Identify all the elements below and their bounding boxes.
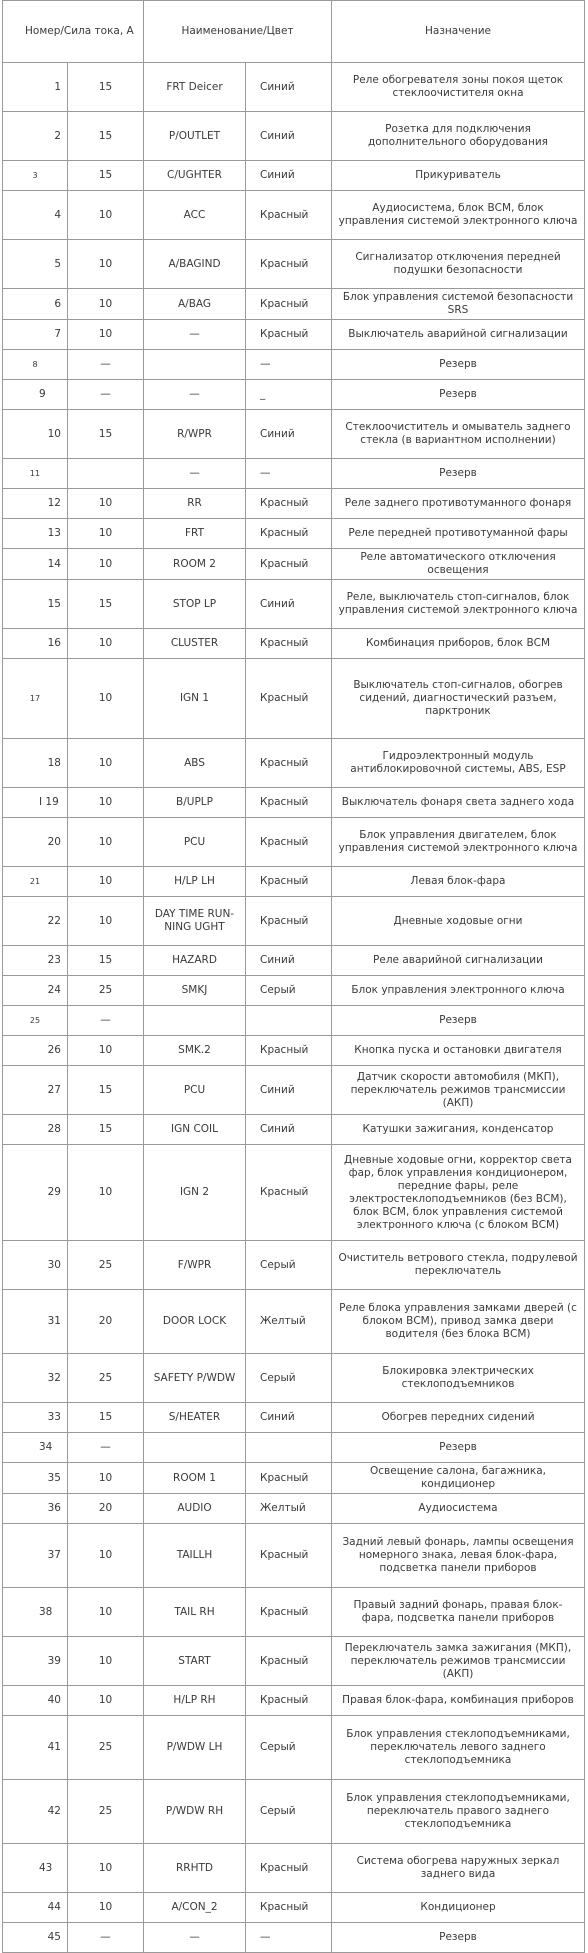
- fuse-name: STOP LP: [144, 580, 246, 629]
- table-row: [3, 739, 585, 788]
- fuse-color: Красный: [246, 240, 332, 289]
- fuse-purpose: Блок управления системой безопасности SRS: [332, 289, 585, 320]
- fuse-amperage: —: [68, 1433, 144, 1463]
- fuse-number: 9: [3, 380, 68, 410]
- fuse-amperage: 10: [68, 788, 144, 818]
- fuse-purpose: Блок управления стеклоподъемниками, переключатель правого заднего стеклоподъемника: [332, 1780, 585, 1844]
- fuse-amperage: 10: [68, 818, 144, 867]
- fuse-color: Желтый: [246, 1494, 332, 1524]
- fuse-color: Серый: [246, 976, 332, 1006]
- table-row: [3, 659, 585, 739]
- fuse-purpose: Переключатель замка зажигания (МКП), переключатель режимов трансмиссии (АКП): [332, 1637, 585, 1686]
- fuse-color: Красный: [246, 629, 332, 659]
- fuse-name: A/BAG: [144, 289, 246, 320]
- header-name-color: Наименование/Цвет: [144, 1, 332, 63]
- fuse-number: 12: [3, 489, 68, 519]
- table-row: [3, 1241, 585, 1290]
- fuse-purpose: Стеклоочиститель и омыватель заднего стекла (в вариантном исполнении): [332, 410, 585, 459]
- fuse-color: —: [246, 350, 332, 380]
- fuse-number: 33: [3, 1403, 68, 1433]
- fuse-purpose: Резерв: [332, 1923, 585, 1953]
- fuse-number: 11: [3, 459, 68, 489]
- fuse-number: 18: [3, 739, 68, 788]
- fuse-color: Красный: [246, 1637, 332, 1686]
- fuse-number: 13: [3, 519, 68, 549]
- table-row: [3, 1115, 585, 1145]
- table-row: [3, 191, 585, 240]
- fuse-number: 8: [3, 350, 68, 380]
- fuse-amperage: 15: [68, 1066, 144, 1115]
- fuse-name: P/WDW LH: [144, 1716, 246, 1780]
- table-row: [3, 1716, 585, 1780]
- fuse-number: 21: [3, 867, 68, 897]
- fuse-name: [144, 1006, 246, 1036]
- header-num-amp: Номер/Сила тока, А: [3, 1, 144, 63]
- fuse-color: Красный: [246, 1686, 332, 1716]
- table-row: [3, 1844, 585, 1893]
- fuse-number: 30: [3, 1241, 68, 1290]
- table-row: [3, 350, 585, 380]
- fuse-name: R/WPR: [144, 410, 246, 459]
- table-row: [3, 1066, 585, 1115]
- fuse-purpose: Выключатель аварийной сигнализации: [332, 320, 585, 350]
- fuse-purpose: Реле, выключатель стоп-сигналов, блок управления системой электронного ключа: [332, 580, 585, 629]
- table-row: [3, 380, 585, 410]
- fuse-color: Красный: [246, 289, 332, 320]
- fuse-purpose: Розетка для подключения дополнительного оборудования: [332, 112, 585, 161]
- table-row: [3, 549, 585, 580]
- fuse-amperage: 20: [68, 1494, 144, 1524]
- fuse-name: CLUSTER: [144, 629, 246, 659]
- fuse-purpose: Система обогрева наружных зеркал заднего вида: [332, 1844, 585, 1893]
- fuse-number: 37: [3, 1524, 68, 1588]
- fuse-name: A/CON_2: [144, 1893, 246, 1923]
- table-row: [3, 580, 585, 629]
- fuse-number: 27: [3, 1066, 68, 1115]
- fuse-number: 1: [3, 63, 68, 112]
- fuse-number: 3: [3, 161, 68, 191]
- fuse-color: Серый: [246, 1241, 332, 1290]
- fuse-amperage: 10: [68, 739, 144, 788]
- fuse-color: Красный: [246, 1463, 332, 1494]
- fuse-name: P/OUTLET: [144, 112, 246, 161]
- fuse-amperage: 10: [68, 629, 144, 659]
- fuse-amperage: 10: [68, 489, 144, 519]
- fuse-amperage: —: [68, 380, 144, 410]
- fuse-purpose: Обогрев передних сидений: [332, 1403, 585, 1433]
- fuse-color: Красный: [246, 191, 332, 240]
- fuse-number: 6: [3, 289, 68, 320]
- fuse-amperage: 15: [68, 580, 144, 629]
- fuse-amperage: 15: [68, 410, 144, 459]
- fuse-amperage: 15: [68, 161, 144, 191]
- fuse-amperage: 15: [68, 946, 144, 976]
- table-header-row: [3, 1, 585, 63]
- fuse-amperage: 25: [68, 976, 144, 1006]
- fuse-name: ACC: [144, 191, 246, 240]
- table-row: [3, 459, 585, 489]
- table-row: [3, 1463, 585, 1494]
- fuse-name: IGN 2: [144, 1145, 246, 1241]
- fuse-purpose: Блок управления двигателем, блок управления системой электронного ключа: [332, 818, 585, 867]
- fuse-name: H/LP RH: [144, 1686, 246, 1716]
- fuse-name: ABS: [144, 739, 246, 788]
- fuse-name: ROOM 1: [144, 1463, 246, 1494]
- fuse-number: 5: [3, 240, 68, 289]
- fuse-number: 39: [3, 1637, 68, 1686]
- fuse-purpose: Датчик скорости автомобиля (МКП), переключатель режимов трансмиссии (АКП): [332, 1066, 585, 1115]
- table-row: [3, 1923, 585, 1953]
- fuse-purpose: Блок управления стеклоподъемниками, переключатель левого заднего стеклоподъемника: [332, 1716, 585, 1780]
- fuse-name: S/HEATER: [144, 1403, 246, 1433]
- fuse-color: Синий: [246, 1066, 332, 1115]
- fuse-purpose: Сигнализатор отключения передней подушки безопасности: [332, 240, 585, 289]
- fuse-color: —: [246, 459, 332, 489]
- fuse-purpose: Резерв: [332, 380, 585, 410]
- table-row: [3, 897, 585, 946]
- fuse-number: 24: [3, 976, 68, 1006]
- fuse-amperage: 10: [68, 867, 144, 897]
- fuse-color: Серый: [246, 1780, 332, 1844]
- fuse-number: 36: [3, 1494, 68, 1524]
- fuse-amperage: 10: [68, 320, 144, 350]
- fuse-color: _: [246, 380, 332, 410]
- fuse-color: Красный: [246, 739, 332, 788]
- fuse-name: —: [144, 320, 246, 350]
- table-row: [3, 1354, 585, 1403]
- fuse-color: —: [246, 1923, 332, 1953]
- fuse-amperage: 15: [68, 112, 144, 161]
- table-row: [3, 1637, 585, 1686]
- fuse-purpose: Кондиционер: [332, 1893, 585, 1923]
- table-row: [3, 1524, 585, 1588]
- fuse-name: IGN 1: [144, 659, 246, 739]
- fuse-purpose: Прикуриватель: [332, 161, 585, 191]
- fuse-name: A/BAGIND: [144, 240, 246, 289]
- fuse-name: C/UGHTER: [144, 161, 246, 191]
- fuse-color: [246, 1006, 332, 1036]
- fuse-amperage: —: [68, 1006, 144, 1036]
- fuse-name: RR: [144, 489, 246, 519]
- fuse-name: —: [144, 380, 246, 410]
- fuse-color: Красный: [246, 1524, 332, 1588]
- fuse-color: Синий: [246, 410, 332, 459]
- fuse-number: 35: [3, 1463, 68, 1494]
- fuse-name: [144, 1433, 246, 1463]
- fuse-purpose: Реле обогревателя зоны покоя щеток стеклоочистителя окна: [332, 63, 585, 112]
- fuse-amperage: 10: [68, 659, 144, 739]
- fuse-purpose: Правый задний фонарь, правая блок-фара, подсветка панели приборов: [332, 1588, 585, 1637]
- fuse-amperage: 10: [68, 1588, 144, 1637]
- fuse-amperage: 10: [68, 1893, 144, 1923]
- fuse-number: 43: [3, 1844, 68, 1893]
- table-row: [3, 289, 585, 320]
- table-row: [3, 1403, 585, 1433]
- fuse-amperage: 10: [68, 549, 144, 580]
- table-row: [3, 1588, 585, 1637]
- fuse-amperage: 25: [68, 1241, 144, 1290]
- fuse-purpose: Дневные ходовые огни, корректор света фар, блок управления кондиционером, передние фары, реле электростеклоподъемников (без ВСМ), блок ВСМ, блок управления системой электронного ключа (с блоком ВСМ): [332, 1145, 585, 1241]
- fuse-name: START: [144, 1637, 246, 1686]
- fuse-name: PCU: [144, 818, 246, 867]
- fuse-number: 2: [3, 112, 68, 161]
- fuse-number: 41: [3, 1716, 68, 1780]
- fuse-name: IGN COIL: [144, 1115, 246, 1145]
- table-row: [3, 63, 585, 112]
- fuse-amperage: 20: [68, 1290, 144, 1354]
- fuse-purpose: Гидроэлектронный модуль антиблокировочной системы, ABS, ESP: [332, 739, 585, 788]
- fuse-amperage: 10: [68, 191, 144, 240]
- table-row: [3, 976, 585, 1006]
- fuse-name: P/WDW RH: [144, 1780, 246, 1844]
- table-row: [3, 1290, 585, 1354]
- fuse-amperage: 10: [68, 1686, 144, 1716]
- fuse-number: 4: [3, 191, 68, 240]
- table-row: [3, 1433, 585, 1463]
- fuse-number: 15: [3, 580, 68, 629]
- fuse-number: 10: [3, 410, 68, 459]
- fuse-amperage: 10: [68, 289, 144, 320]
- table-row: [3, 1780, 585, 1844]
- fuse-name: ROOM 2: [144, 549, 246, 580]
- fuse-color: Синий: [246, 946, 332, 976]
- fuse-name: TAILLH: [144, 1524, 246, 1588]
- table-row: [3, 946, 585, 976]
- fuse-name: FRT: [144, 519, 246, 549]
- fuse-color: Красный: [246, 1844, 332, 1893]
- fuse-name: —: [144, 1923, 246, 1953]
- fuse-purpose: Аудиосистема, блок ВСМ, блок управления системой электронного ключа: [332, 191, 585, 240]
- fuse-number: 31: [3, 1290, 68, 1354]
- fuse-amperage: 10: [68, 240, 144, 289]
- fuse-purpose: Реле аварийной сигнализации: [332, 946, 585, 976]
- fuse-color: Синий: [246, 63, 332, 112]
- fuse-amperage: 10: [68, 1036, 144, 1066]
- fuse-number: 20: [3, 818, 68, 867]
- fuse-purpose: Реле блока управления замками дверей (с блоком ВСМ), привод замка двери водителя (без блока ВСМ): [332, 1290, 585, 1354]
- table-row: [3, 818, 585, 867]
- fuse-table: [2, 0, 585, 1953]
- fuse-purpose: Реле передней противотуманной фары: [332, 519, 585, 549]
- fuse-name: TAIL RH: [144, 1588, 246, 1637]
- fuse-amperage: 15: [68, 1403, 144, 1433]
- fuse-number: 34: [3, 1433, 68, 1463]
- fuse-name: SMK.2: [144, 1036, 246, 1066]
- fuse-color: Серый: [246, 1354, 332, 1403]
- fuse-amperage: 10: [68, 1844, 144, 1893]
- fuse-amperage: 10: [68, 1145, 144, 1241]
- table-row: [3, 867, 585, 897]
- fuse-number: 14: [3, 549, 68, 580]
- fuse-amperage: [68, 459, 144, 489]
- table-row: [3, 161, 585, 191]
- fuse-color: Синий: [246, 161, 332, 191]
- fuse-purpose: Резерв: [332, 350, 585, 380]
- table-row: [3, 489, 585, 519]
- table-row: [3, 1494, 585, 1524]
- fuse-name: HAZARD: [144, 946, 246, 976]
- fuse-purpose: Задний левый фонарь, лампы освещения номерного знака, левая блок-фара, подсветка панели приборов: [332, 1524, 585, 1588]
- fuse-purpose: Реле автоматического отключения освещения: [332, 549, 585, 580]
- table-body: [3, 63, 585, 1953]
- fuse-color: Красный: [246, 1036, 332, 1066]
- fuse-color: Желтый: [246, 1290, 332, 1354]
- table-row: [3, 1686, 585, 1716]
- fuse-purpose: Правая блок-фара, комбинация приборов: [332, 1686, 585, 1716]
- fuse-color: Синий: [246, 112, 332, 161]
- fuse-number: 29: [3, 1145, 68, 1241]
- table-row: [3, 519, 585, 549]
- fuse-color: Красный: [246, 489, 332, 519]
- fuse-name: FRT Deicer: [144, 63, 246, 112]
- fuse-amperage: 10: [68, 1637, 144, 1686]
- fuse-color: Красный: [246, 1893, 332, 1923]
- fuse-purpose: Резерв: [332, 1006, 585, 1036]
- fuse-purpose: Блок управления электронного ключа: [332, 976, 585, 1006]
- fuse-name: B/UPLP: [144, 788, 246, 818]
- fuse-color: Красный: [246, 867, 332, 897]
- fuse-color: Синий: [246, 1115, 332, 1145]
- fuse-name: DAY TIME RUN-NING UGHT: [144, 897, 246, 946]
- fuse-purpose: Дневные ходовые огни: [332, 897, 585, 946]
- fuse-purpose: Выключатель стоп-сигналов, обогрев сидений, диагностический разъем, парктроник: [332, 659, 585, 739]
- fuse-amperage: 25: [68, 1716, 144, 1780]
- fuse-amperage: 15: [68, 1115, 144, 1145]
- fuse-number: 38: [3, 1588, 68, 1637]
- fuse-purpose: Катушки зажигания, конденсатор: [332, 1115, 585, 1145]
- fuse-purpose: Очиститель ветрового стекла, подрулевой переключатель: [332, 1241, 585, 1290]
- fuse-number: 40: [3, 1686, 68, 1716]
- fuse-purpose: Кнопка пуска и остановки двигателя: [332, 1036, 585, 1066]
- fuse-name: F/WPR: [144, 1241, 246, 1290]
- fuse-purpose: Комбинация приборов, блок ВСМ: [332, 629, 585, 659]
- fuse-color: Красный: [246, 549, 332, 580]
- fuse-purpose: Блокировка электрических стеклоподъемников: [332, 1354, 585, 1403]
- fuse-purpose: Резерв: [332, 459, 585, 489]
- fuse-color: Серый: [246, 1716, 332, 1780]
- fuse-purpose: Аудиосистема: [332, 1494, 585, 1524]
- fuse-amperage: 25: [68, 1354, 144, 1403]
- fuse-amperage: 10: [68, 897, 144, 946]
- fuse-number: I 19: [3, 788, 68, 818]
- header-purpose: Назначение: [332, 1, 585, 63]
- fuse-amperage: 10: [68, 1524, 144, 1588]
- fuse-purpose: Резерв: [332, 1433, 585, 1463]
- fuse-name: H/LP LH: [144, 867, 246, 897]
- fuse-number: 16: [3, 629, 68, 659]
- fuse-number: 26: [3, 1036, 68, 1066]
- fuse-name: —: [144, 459, 246, 489]
- table-row: [3, 410, 585, 459]
- table-row: [3, 788, 585, 818]
- fuse-name: PCU: [144, 1066, 246, 1115]
- fuse-purpose: Реле заднего противотуманного фонаря: [332, 489, 585, 519]
- fuse-color: Красный: [246, 519, 332, 549]
- fuse-amperage: 15: [68, 63, 144, 112]
- fuse-number: 7: [3, 320, 68, 350]
- fuse-purpose: Левая блок-фара: [332, 867, 585, 897]
- fuse-color: Красный: [246, 818, 332, 867]
- fuse-number: 42: [3, 1780, 68, 1844]
- fuse-number: 45: [3, 1923, 68, 1953]
- fuse-amperage: —: [68, 350, 144, 380]
- fuse-number: 32: [3, 1354, 68, 1403]
- fuse-color: Красный: [246, 659, 332, 739]
- table-row: [3, 1893, 585, 1923]
- fuse-name: SAFETY P/WDW: [144, 1354, 246, 1403]
- fuse-amperage: 25: [68, 1780, 144, 1844]
- fuse-name: SMKJ: [144, 976, 246, 1006]
- table-row: [3, 1145, 585, 1241]
- table-row: [3, 1006, 585, 1036]
- table-row: [3, 240, 585, 289]
- fuse-color: Синий: [246, 1403, 332, 1433]
- fuse-purpose: Выключатель фонаря света заднего хода: [332, 788, 585, 818]
- fuse-number: 17: [3, 659, 68, 739]
- fuse-color: Красный: [246, 1145, 332, 1241]
- fuse-number: 23: [3, 946, 68, 976]
- fuse-number: 44: [3, 1893, 68, 1923]
- fuse-color: Красный: [246, 788, 332, 818]
- fuse-color: Красный: [246, 897, 332, 946]
- fuse-name: [144, 350, 246, 380]
- fuse-color: [246, 1433, 332, 1463]
- fuse-amperage: 10: [68, 519, 144, 549]
- fuse-name: RRHTD: [144, 1844, 246, 1893]
- table-row: [3, 629, 585, 659]
- fuse-amperage: 10: [68, 1463, 144, 1494]
- fuse-name: AUDIO: [144, 1494, 246, 1524]
- fuse-number: 28: [3, 1115, 68, 1145]
- fuse-color: Красный: [246, 1588, 332, 1637]
- fuse-purpose: Освещение салона, багажника, кондиционер: [332, 1463, 585, 1494]
- table-row: [3, 112, 585, 161]
- table-row: [3, 320, 585, 350]
- fuse-amperage: —: [68, 1923, 144, 1953]
- fuse-color: Красный: [246, 320, 332, 350]
- fuse-number: 22: [3, 897, 68, 946]
- fuse-color: Синий: [246, 580, 332, 629]
- fuse-number: 25: [3, 1006, 68, 1036]
- fuse-name: DOOR LOCK: [144, 1290, 246, 1354]
- table-row: [3, 1036, 585, 1066]
